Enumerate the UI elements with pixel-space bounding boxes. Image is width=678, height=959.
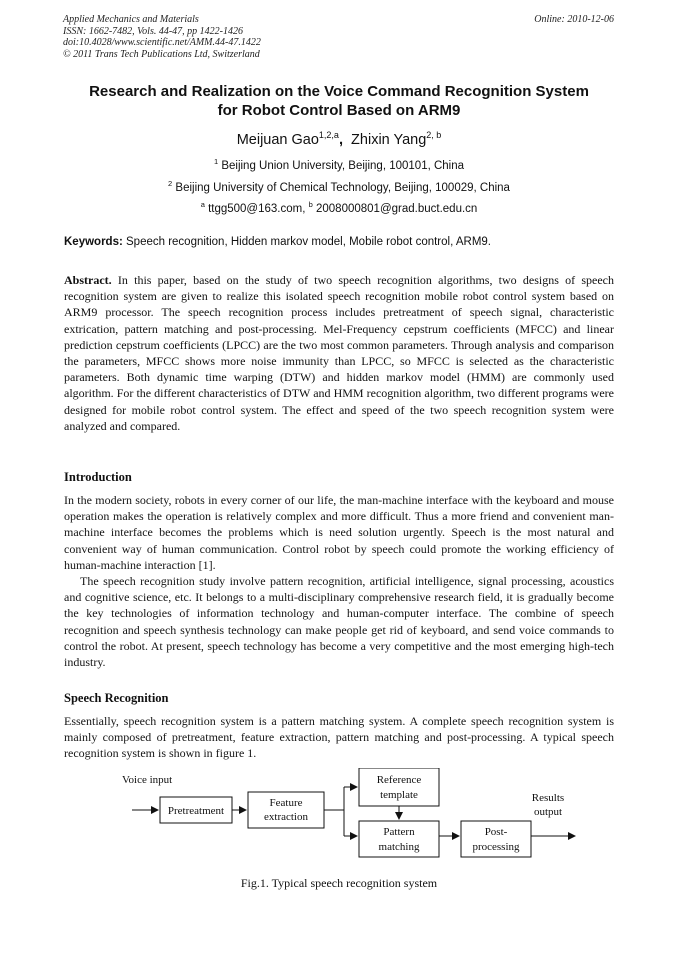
reference-label-1: Reference [376, 774, 422, 786]
author-line [0, 130, 678, 148]
keywords-text: Speech recognition, Hidden markov model, Mobile robot control, ARM9. [126, 236, 491, 248]
author-1: Meijuan Gao [236, 131, 319, 148]
keywords [64, 236, 491, 248]
abstract-label: Abstract. [64, 273, 112, 287]
author-1-sup: 1,2,a [318, 130, 339, 140]
intro-paragraph-2: The speech recognition study involve pattern recognition, artificial intelligence, signal processing, acoustics and cognitive science, etc. It belongs to a multi-disciplinary comprehensive research field, it is gradually become the key technologies of information technology and human-computer interface. The combine of speech recognition and speech synthesis technology can make people get rid of keyboard, and send voice commands to control the robot. At present, speech technology has become a very competitive and the most emerging high-tech industry. [64, 574, 614, 670]
affiliation-1 [0, 157, 678, 172]
affiliation-2 [0, 179, 678, 194]
pretreatment-label: Pretreatment [167, 805, 225, 817]
copyright-line: © 2011 Trans Tech Publications Ltd, Switzerland [63, 48, 260, 60]
author-separator: , [338, 131, 343, 148]
email-b[interactable]: 2008000801@grad.buct.edu.cn [316, 202, 478, 215]
aff2-sup: 2 [168, 179, 173, 188]
results-label-2: output [533, 806, 563, 818]
issn-line: ISSN: 1662-7482, Vols. 44-47, pp 1422-1426 [63, 25, 243, 37]
sr-paragraph-1: Essentially, speech recognition system is a pattern matching system. A complete speech recognition system is mainly composed of pretreatment, feature extraction, pattern matching and post-processing. A typical speech recognition system is shown in figure 1. [64, 714, 614, 761]
email-a-sup: a [200, 200, 205, 209]
journal-name: Applied Mechanics and Materials [63, 14, 199, 25]
aff1-sup: 1 [213, 157, 219, 166]
paper-title [40, 82, 638, 120]
figure-caption: Fig.1. Typical speech recognition system [240, 876, 438, 890]
author-2-sup: 2, b [426, 130, 442, 140]
title-line-1: Research and Realization on the Voice Command Recognition System [89, 83, 589, 100]
online-date: Online: 2010-12-06 [534, 14, 614, 25]
post-label-1: Post- [484, 826, 508, 838]
keywords-label: Keywords: [64, 236, 123, 248]
email-b-sup: b [308, 200, 313, 209]
aff2-text: Beijing University of Chemical Technology, Beijing, 100029, China [175, 181, 510, 194]
abstract [64, 272, 614, 434]
intro-paragraph-1: In the modern society, robots in every corner of our life, the man-machine interface with the keyboard and mouse operation makes the operation is relatively complex and more difficult. Thus a more friend and convenient man-machine interface becomes the problems which is need solution urgently. Speech is the most natural and convenient way of human communication. Control robot by speech could promote the working efficiency of human-machine interaction [1]. [64, 493, 614, 572]
feature-label-2: extraction [264, 811, 308, 823]
introduction-heading: Introduction [64, 470, 132, 484]
speech-recognition-diagram [120, 768, 580, 868]
introduction-body [64, 492, 614, 670]
voice-input-label: Voice input [122, 774, 173, 786]
journal-meta [63, 14, 261, 60]
pattern-label-2: matching [378, 841, 420, 853]
reference-label-2: template [380, 789, 418, 801]
abstract-text: In this paper, based on the study of two speech recognition algorithms, two designs of speech recognition system are given to realize this isolated speech recognition mobile robot control system based on ARM9 processor. The speech recognition process includes pretreatment of speech signal, characteristic extrication, pattern matching and post-processing. Mel-Frequency cepstrum coefficients (MFCC) and linear prediction cepstrum coefficients (LPCC) are the two most common parameters. Through analysis and comparison the parameters, MFCC shows more noise immunity than LPCC, so MFCC is selected as the characteristic parameters. Both dynamic time warping (DTW) and hidden markov model (HMM) are commonly used algorithm. For the different characteristics of DTW and HMM recognition algorithm, two different programs were designed for mobile robot control system. The effect and speed of the two speech recognition system were analyzed and compared. [64, 273, 615, 433]
feature-label-1: Feature [269, 797, 303, 809]
speech-recognition-body [64, 713, 614, 762]
aff1-text: Beijing Union University, Beijing, 100101, China [221, 159, 465, 172]
title-line-2: for Robot Control Based on ARM9 [217, 102, 461, 119]
doi-line: doi:10.4028/www.scientific.net/AMM.44-47.1422 [63, 37, 261, 48]
post-label-2: processing [472, 841, 520, 853]
results-label-1: Results [531, 792, 565, 804]
speech-recognition-heading: Speech Recognition [64, 691, 169, 705]
pattern-label-1: Pattern [383, 826, 415, 838]
email-a[interactable]: ttgg500@163.com, [208, 202, 306, 215]
author-2: Zhixin Yang [351, 131, 427, 148]
emails [0, 200, 678, 215]
